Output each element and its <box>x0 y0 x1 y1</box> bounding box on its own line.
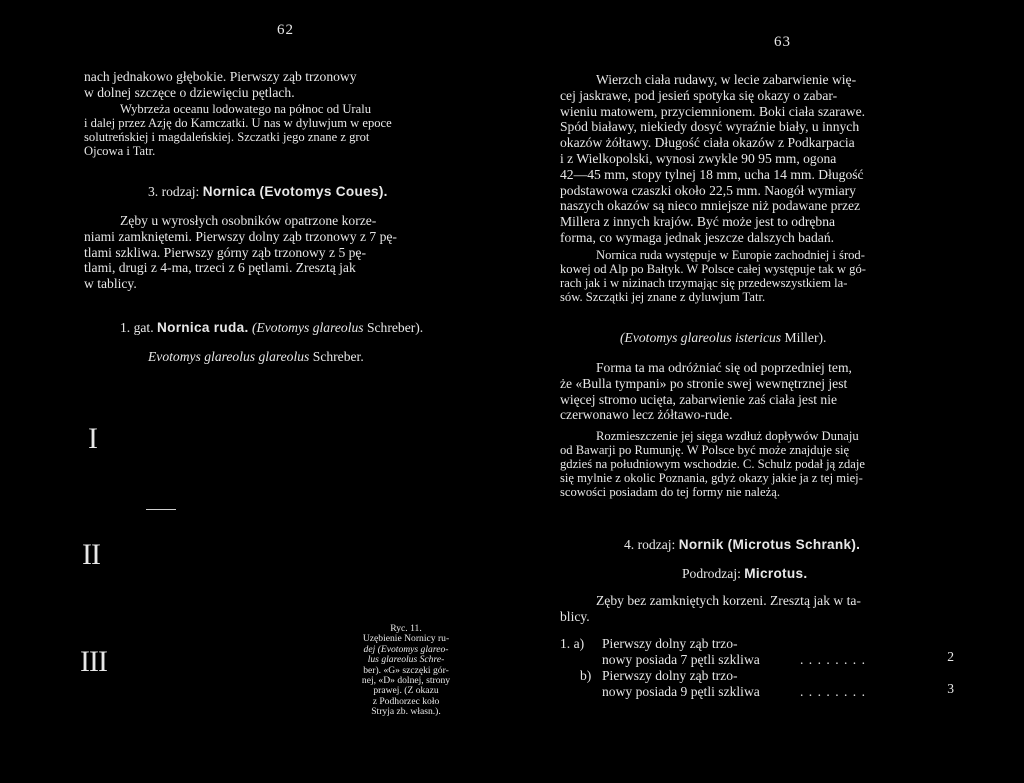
text-line: w tablicy. <box>84 276 137 292</box>
paragraph <box>560 429 954 499</box>
text-line: tlami, drugi z 4-ma, trzeci z 6 pętlami. Zresztą jak <box>84 260 356 276</box>
text-line: i z Wielkopolski, wynosi zwykle 90 95 mm, ogona <box>560 150 837 166</box>
figure-divider <box>146 509 176 510</box>
key-reference: 3 <box>947 681 954 696</box>
leader-dots: . . . . . . . . <box>800 652 866 667</box>
paragraph <box>84 102 474 158</box>
subspecies-heading <box>148 349 364 365</box>
text-line: podstawowa czaszki około 22,5 mm. Naogół wymiary <box>560 182 856 198</box>
page-number: 63 <box>774 34 791 50</box>
text-line: sów. Szczątki jej znane z dyluwjum Tatr. <box>560 290 766 304</box>
text-line: okazów żółtawy. Długość ciała okazów z Podkarpacia <box>560 135 855 151</box>
text-line: gdzieś na południowym wschodzie. C. Schulz podał ją zdaje <box>560 457 865 471</box>
text-line: naszych okazów są nieco mniejsze niż podawane przez <box>560 198 861 214</box>
key-label: b) <box>580 668 592 683</box>
page-number: 62 <box>277 22 294 38</box>
key-reference: 2 <box>947 649 954 664</box>
text-line: solutreńskiej i magdaleńskiej. Szczatki jego znane z grot <box>84 130 370 144</box>
caption-line: Ryc. 11. <box>390 623 422 634</box>
leader-dots: . . . . . . . . <box>800 684 866 699</box>
genus-heading <box>624 537 860 553</box>
text-line: i dalej przez Azję do Kamczatki. U nas w dyluwjum w epoce <box>84 116 392 130</box>
caption-line: ber). «G» szczęki gór- <box>363 664 449 676</box>
paragraph <box>84 69 474 101</box>
text-line: scowości posiadam do tej formy nie należą. <box>560 485 780 499</box>
heading-prefix: Podrodzaj: <box>682 566 745 581</box>
key-text-line: Pierwszy dolny ząb trzo- <box>602 636 738 651</box>
text-line: tlami szkliwa. Pierwszy górny ząb trzonowy z 5 pę- <box>84 244 366 260</box>
author: Schreber). <box>363 320 424 335</box>
figure-label-ii: II <box>82 538 100 571</box>
caption-line: nej, «D» dolnej, strony <box>361 675 451 687</box>
caption-line: lus glareolus Schre- <box>367 654 445 666</box>
genus-heading <box>148 184 388 200</box>
caption-line: dej (Evotomys glareo- <box>363 643 449 655</box>
text-line: Spód białawy, niekiedy dosyć wyraźnie biały, u innych <box>560 119 860 135</box>
heading-prefix: 4. rodzaj: <box>624 537 679 552</box>
text-line: rach jak i w nizinach trzymając się przedewszystkiem la- <box>560 276 848 290</box>
caption-line: z Podhorzec koło <box>372 695 440 707</box>
caption-line: Uzębienie Nornicy ru- <box>362 633 450 645</box>
text-line: forma, co wymaga jednak jeszcze dalszych badań. <box>560 229 835 245</box>
text-line: Zęby bez zamkniętych korzeni. Zresztą jak w ta- <box>596 593 861 608</box>
paragraph <box>560 248 954 304</box>
text-line: Forma ta ma odróżniać się od poprzedniej tem, <box>596 360 852 375</box>
latin-name: (Evotomys glareolus <box>251 320 364 335</box>
key-text-line: Pierwszy dolny ząb trzo- <box>602 668 738 683</box>
text-line: Millera z innych krajów. Być może jest to odrębna <box>560 214 836 230</box>
subgenus-heading <box>682 566 807 582</box>
text-line: kowej od Alp po Bałtyk. W Polsce całej występuje tak w gó- <box>560 262 866 276</box>
figure-label-i: I <box>88 422 97 455</box>
figure-caption <box>336 624 476 718</box>
text-line: że «Bulla tympani» po stronie swej wewnętrznej jest <box>560 375 848 391</box>
text-line: wieniu matowem, przyciemnionem. Boki ciała szarawe. <box>560 103 865 119</box>
paragraph <box>560 360 954 423</box>
key-entry <box>560 636 954 668</box>
right-page <box>512 0 1024 783</box>
paragraph <box>560 72 954 246</box>
author: Miller). <box>781 330 827 345</box>
text-line: 42—45 mm, stopy tylnej 18 mm, ucha 14 mm. Długość <box>560 166 864 182</box>
key-entry <box>560 668 954 700</box>
key-text-line: nowy posiada 9 pętli szkliwa <box>602 684 760 699</box>
text-line: w dolnej szczęce o dziewięciu pętlach. <box>84 84 295 100</box>
author: Schreber. <box>309 349 364 364</box>
figure-label-iii: III <box>80 645 107 678</box>
caption-line: prawej. (Z okazu <box>373 685 439 697</box>
genus-name: Nornik (Microtus Schrank). <box>678 537 861 552</box>
heading-prefix: 3. rodzaj: <box>148 184 203 199</box>
text-line: Wybrzeża oceanu lodowatego na północ od Uralu <box>120 102 372 116</box>
text-line: blicy. <box>560 608 590 624</box>
genus-description <box>84 213 474 292</box>
identification-key <box>560 636 954 700</box>
genus-name: Nornica (Evotomys Coues). <box>202 184 388 199</box>
latin-name: (Evotomys glareolus istericus <box>620 330 782 345</box>
subgenus-description <box>560 593 954 625</box>
heading-prefix: 1. gat. <box>120 320 157 335</box>
key-text-line: nowy posiada 7 pętli szkliwa <box>602 652 760 667</box>
text-line: Zęby u wyrosłych osobników opatrzone korze- <box>120 213 377 228</box>
species-heading <box>120 320 423 336</box>
caption-line: Stryja zb. własn.). <box>371 706 441 718</box>
text-line: Wierzch ciała rudawy, w lecie zabarwienie wię- <box>596 72 857 87</box>
key-label: 1. a) <box>560 636 585 651</box>
text-line: się mylnie z okolic Poznania, gdyż okazy jakie ja z tej miej- <box>560 471 863 485</box>
text-line: Rozmieszczenie jej sięga wzdłuż dopływów Dunaju <box>596 429 859 443</box>
text-line: więcej stromo ucięta, zabarwienie zaś ciała jest nie <box>560 391 838 407</box>
text-line: niami zamkniętemi. Pierwszy dolny ząb trzonowy z 7 pę- <box>84 228 397 244</box>
text-line: Nornica ruda występuje w Europie zachodniej i środ- <box>596 248 865 262</box>
text-line: cej jaskrawe, pod jesień spotyka się okazy o zabar- <box>560 87 838 103</box>
species-name: Nornica ruda. <box>157 320 249 335</box>
subgenus-name: Microtus. <box>744 566 808 581</box>
subspecies-heading <box>620 330 826 346</box>
text-line: od Bawarji po Rumunję. W Polsce być może znajduje się <box>560 443 850 457</box>
text-line: czerwonawo lecz żółtawo-rude. <box>560 407 733 423</box>
latin-name: Evotomys glareolus glareolus <box>148 349 310 364</box>
text-line: Ojcowa i Tatr. <box>84 144 156 158</box>
text-line: nach jednakowo głębokie. Pierwszy ząb trzonowy <box>84 69 357 84</box>
